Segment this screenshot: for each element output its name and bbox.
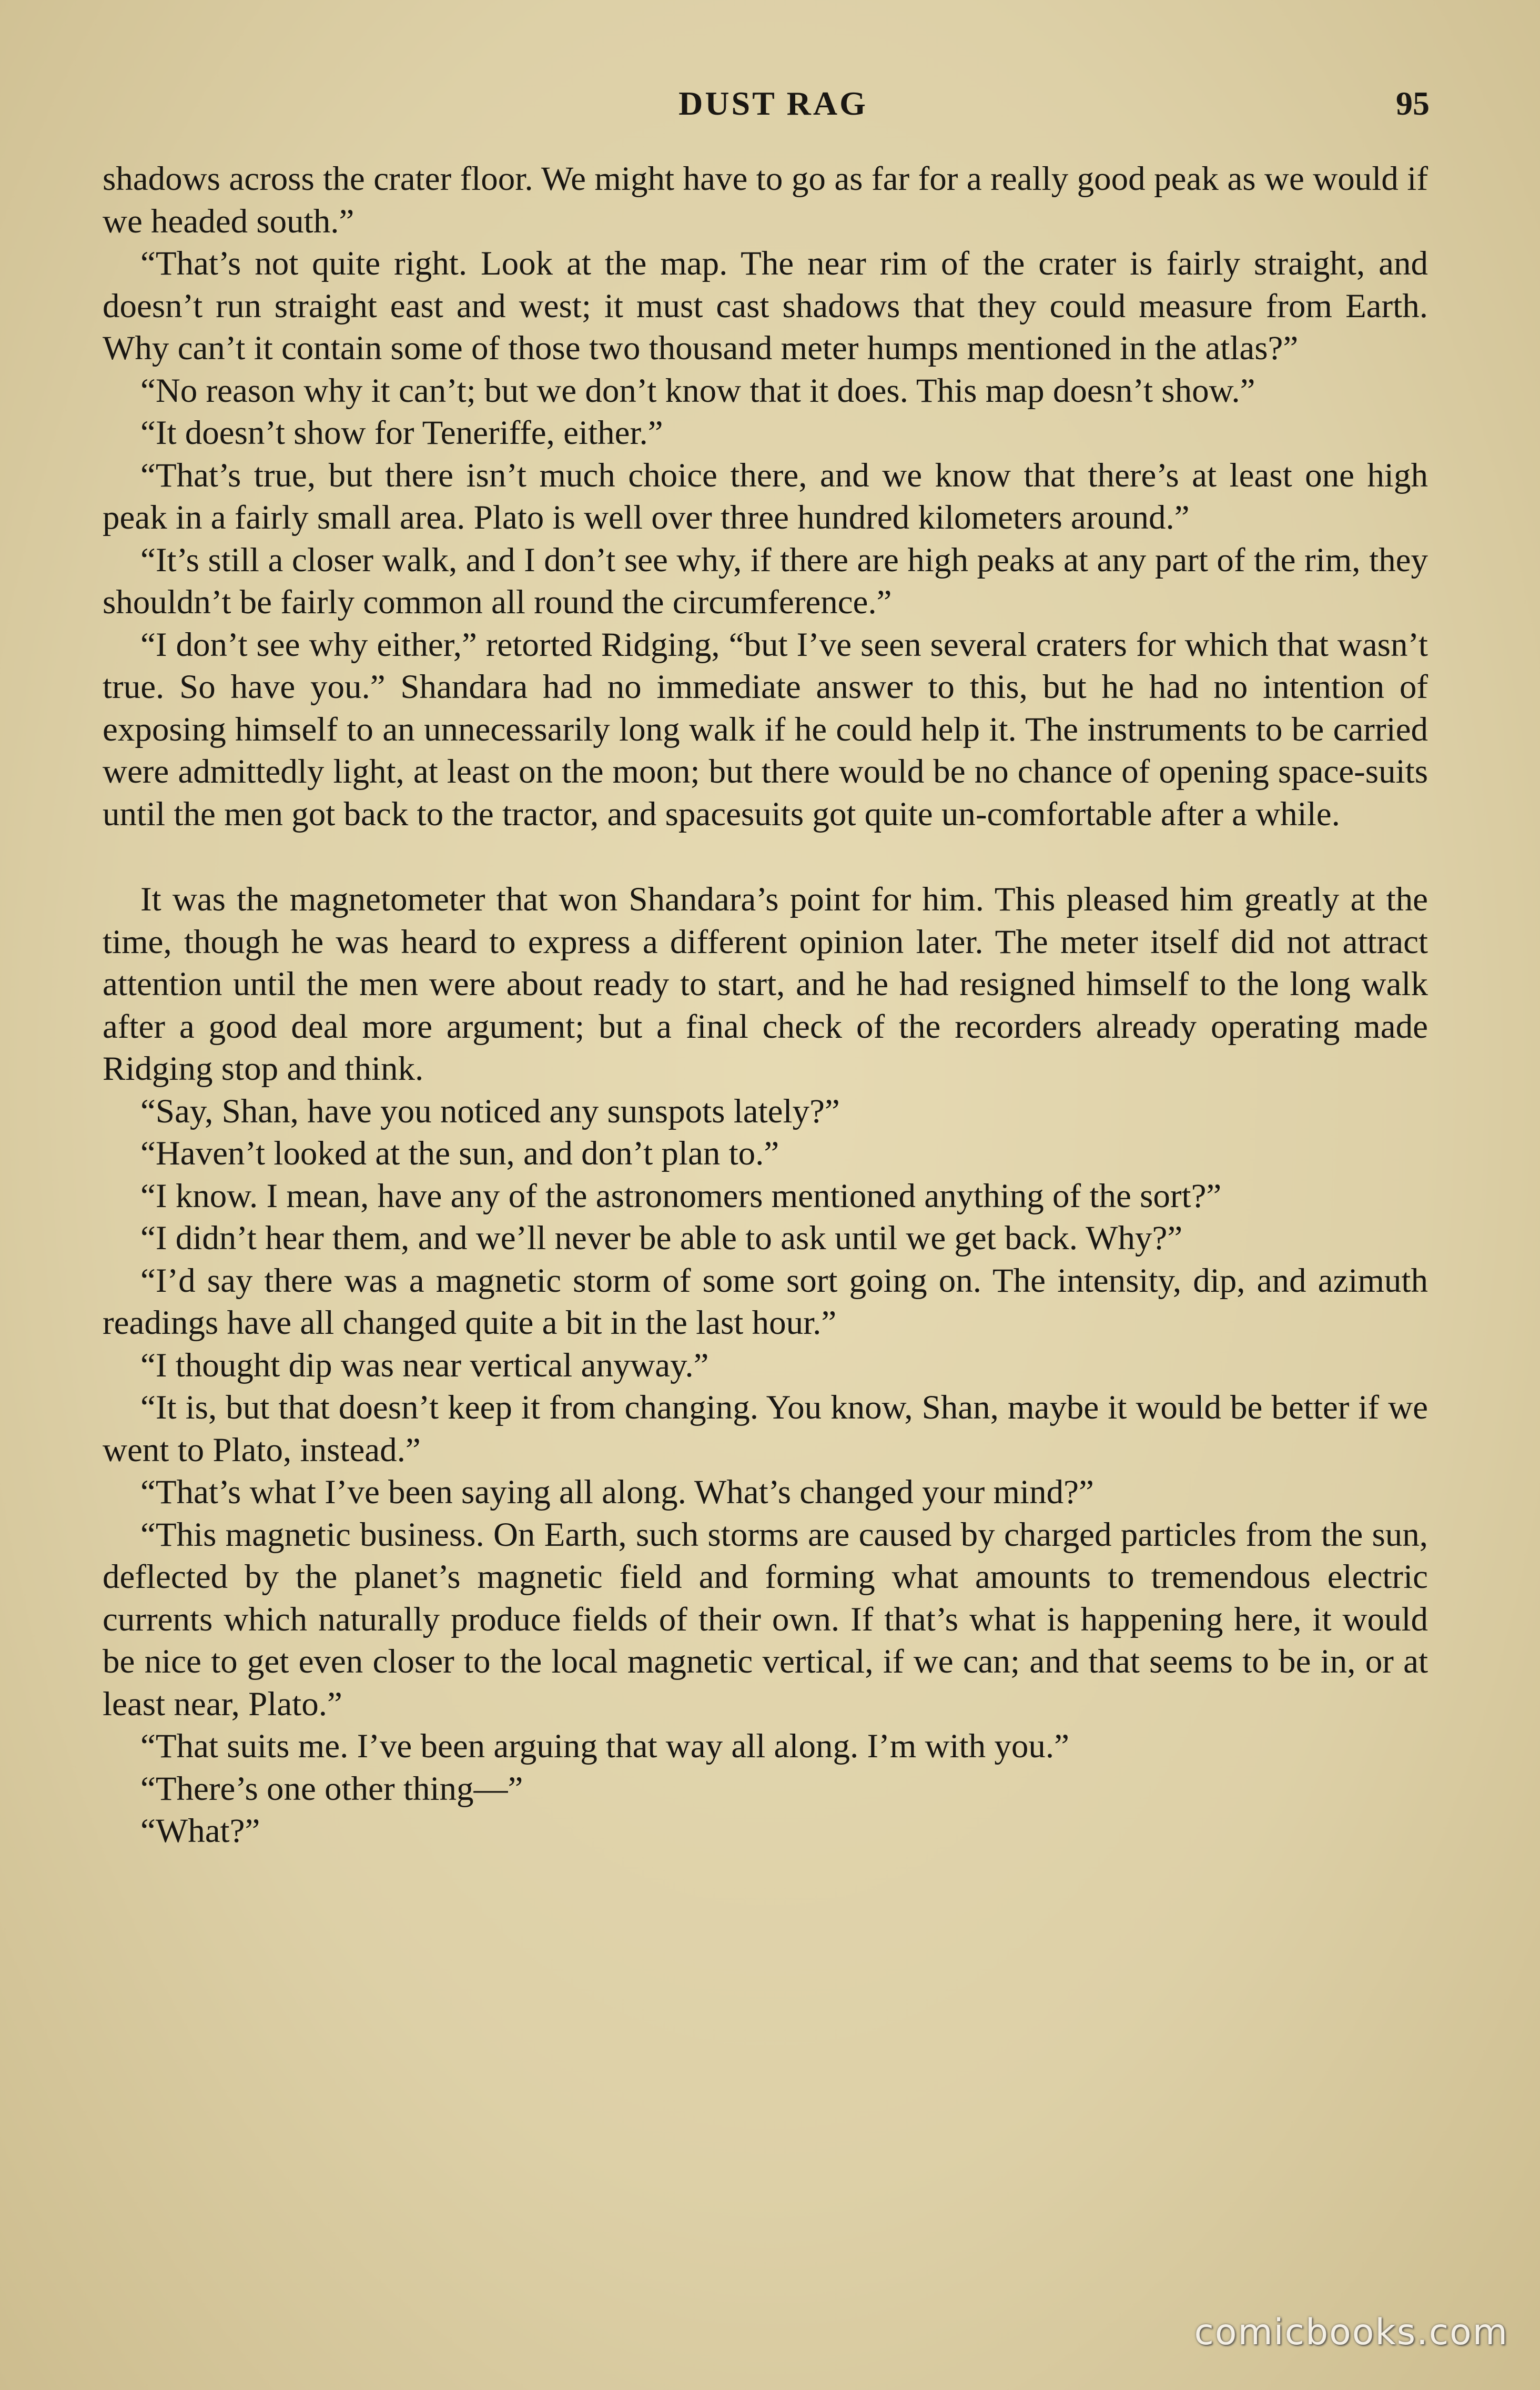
paragraph: shadows across the crater floor. We might have to go as far for a really good peak as we would if we headed south.” xyxy=(103,160,1428,240)
paragraph: “It is, but that doesn’t keep it from changing. You know, Shan, maybe it would be better if we went to Plato, instead.” xyxy=(103,1389,1428,1469)
paragraph: “It’s still a closer walk, and I don’t see why, if there are high peaks at any part of the rim, they shouldn’t be fairly common all round the circumference.” xyxy=(103,541,1428,621)
paragraph: “What?” xyxy=(140,1812,260,1850)
paragraph: “I don’t see why either,” retorted Ridging, “but I’ve seen several craters for which that wasn’t true. So have you.” Shandara had no immediate answer to this, but he had no intention of exposing himself to an unnecessarily long walk if he could help it. The instruments to be carried were admittedly light, at least on the moon; but there would be no chance of opening space-suits until the men got back to the tractor, and spacesuits got quite un-comfortable after a while. xyxy=(103,625,1428,833)
running-title: DUST RAG xyxy=(678,85,868,122)
body-text xyxy=(103,158,1428,1852)
page-number: 95 xyxy=(1396,85,1430,122)
watermark: comicbooks.com xyxy=(1194,2312,1508,2353)
paragraph: “Say, Shan, have you noticed any sunspots lately?” xyxy=(140,1092,840,1130)
paragraph: “That suits me. I’ve been arguing that way all along. I’m with you.” xyxy=(140,1727,1069,1765)
paragraph: “I know. I mean, have any of the astronomers mentioned anything of the sort?” xyxy=(140,1177,1222,1215)
paragraph: “This magnetic business. On Earth, such storms are caused by charged particles from the sun, deflected by the planet’s magnetic field and forming what amounts to tremendous electric currents which naturally produce fields of their own. If that’s what is happening here, it would be nice to get even closer to the local magnetic vertical, if we can; and that seems to be in, or at least near, Plato.” xyxy=(103,1515,1428,1723)
paragraph: “I thought dip was near vertical anyway.” xyxy=(140,1346,709,1384)
paragraph: “Haven’t looked at the sun, and don’t plan to.” xyxy=(140,1135,779,1172)
paragraph: “That’s what I’ve been saying all along. What’s changed your mind?” xyxy=(140,1473,1094,1511)
paragraph: “No reason why it can’t; but we don’t know that it does. This map doesn’t show.” xyxy=(140,371,1255,410)
paragraph: It was the magnetometer that won Shandara’s point for him. This pleased him greatly at the time, though he was heard to express a different opinion later. The meter itself did not attract attention until the men were about ready to start, and he had resigned himself to the long walk after a good deal more argument; but a final check of the recorders already operating made Ridging stop and think. xyxy=(103,880,1428,1088)
paragraph: “I didn’t hear them, and we’ll never be able to ask until we get back. Why?” xyxy=(140,1219,1183,1257)
paragraph: “I’d say there was a magnetic storm of some sort going on. The intensity, dip, and azimuth readings have all changed quite a bit in the last hour.” xyxy=(103,1261,1428,1342)
paragraph: “There’s one other thing—” xyxy=(140,1769,523,1808)
paragraph: “It doesn’t show for Teneriffe, either.” xyxy=(140,414,663,452)
paragraph: “That’s not quite right. Look at the map. The near rim of the crater is fairly straight, and doesn’t run straight east and west; it must cast shadows that they could measure from Earth. Why can’t it contain some of those two thousand meter humps mentioned in the atlas?” xyxy=(103,245,1428,367)
paragraph: “That’s true, but there isn’t much choice there, and we know that there’s at least one high peak in a fairly small area. Plato is well over three hundred kilometers around.” xyxy=(103,456,1428,536)
